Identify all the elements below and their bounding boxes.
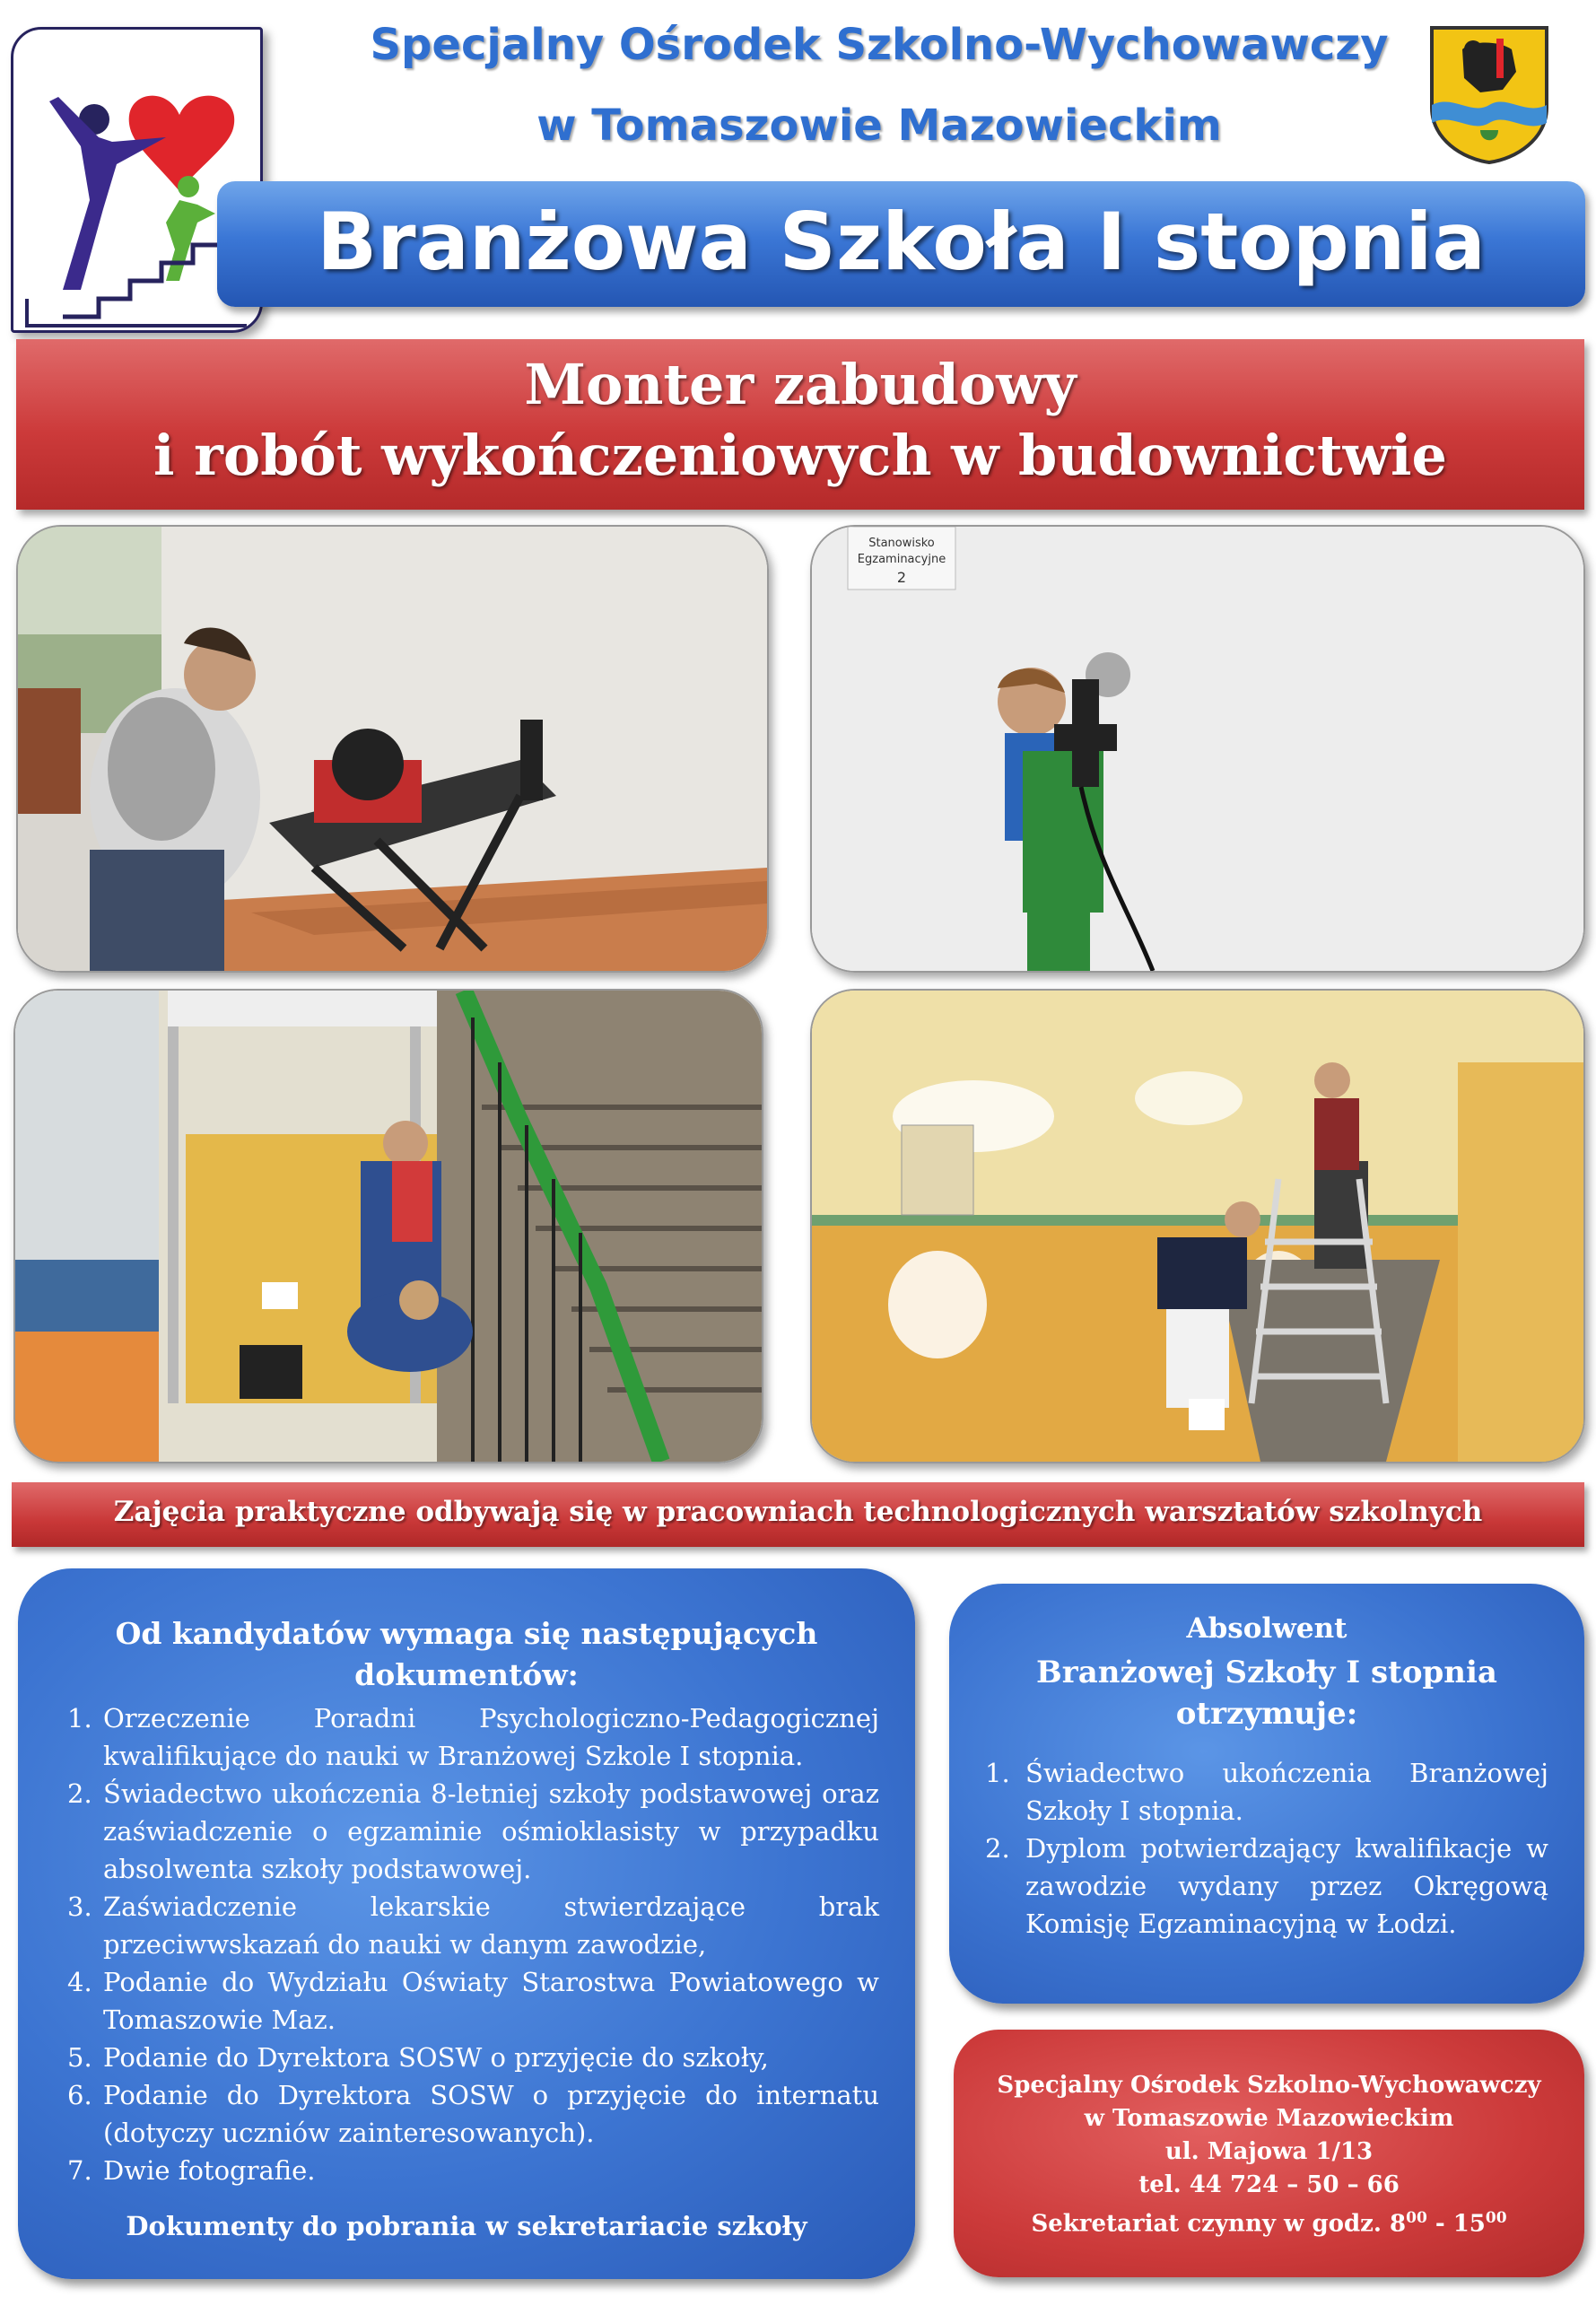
list-item-number: 1. [985,1758,1010,1788]
documents-list [67,1699,879,2189]
list-item [67,2152,879,2189]
list-item [67,1963,879,2039]
list-item-text: Świadectwo ukończenia Branżowej Szkoły I stopnia. [1025,1758,1548,1826]
list-item [67,1699,879,1775]
practical-info-banner: Zajęcia praktyczne odbywają się w pracowniach technologicznych warsztatów szkolnych [12,1482,1584,1547]
contact-panel [954,2030,1584,2277]
documents-heading: Od kandydatów wymaga się następujących dokumentów: [115,1616,818,1692]
graduate-heading1: Absolwent [1186,1612,1347,1645]
list-item [985,1830,1548,1943]
coat-of-arms-icon [1426,22,1552,166]
school-name-line1: Specjalny Ośrodek Szkolno-Wychowawczy [370,20,1389,70]
hours-mid: - 15 [1426,2210,1486,2238]
profession-line2: i robót wykończeniowych w budownictwie [153,423,1447,488]
list-item [67,1775,879,1888]
list-item [67,2076,879,2152]
page-title: Branżowa Szkoła I stopnia [317,196,1486,288]
graduate-panel [949,1584,1584,2004]
contact-line1: Specjalny Ośrodek Szkolno-Wychowawczy [997,2072,1541,2099]
list-item-number: 7. [67,2155,92,2186]
sign-number: 2 [896,569,907,586]
list-item-text: Zaświadczenie lekarskie stwierdzające brak przeciwwskazań do nauki w danym zawodzie, [103,1891,879,1960]
hours-to-sup: 00 [1485,2209,1507,2227]
school-name-line2: w Tomaszowie Mazowieckim [536,100,1222,151]
list-item [985,1754,1548,1830]
hours-from-sup: 00 [1406,2209,1427,2227]
photo-corridor-painting [810,989,1585,1463]
list-item [67,1888,879,1963]
graduate-list [985,1754,1548,1943]
contact-address: ul. Majowa 1/13 [1164,2138,1374,2165]
list-item-text: Podanie do Wydziału Oświaty Starostwa Powiatowego w Tomaszowie Maz. [103,1967,879,2035]
sign-line2: Egzaminacyjne [857,553,946,566]
profession-line1: Monter zabudowy [524,352,1077,417]
list-item [67,2039,879,2076]
contact-line2: w Tomaszowie Mazowieckim [1084,2105,1454,2132]
list-item-text: Orzeczenie Poradni Psychologiczno-Pedagogicznej kwalifikujące do nauki w Branżowej Szkole I stopnia. [103,1703,879,1771]
list-item-number: 2. [67,1778,92,1809]
list-item-number: 6. [67,2080,92,2110]
graduate-heading2: Branżowej Szkoły I stopnia otrzymuje: [1036,1655,1497,1732]
documents-footer: Dokumenty do pobrania w sekretariacie szkoły [126,2211,807,2241]
list-item-text: Podanie do Dyrektora SOSW o przyjęcie do szkoły, [103,2042,769,2073]
contact-hours [954,2202,1584,2241]
photo-tile-cutting [16,525,769,973]
sign-line1: Stanowisko [868,537,935,550]
list-item-text: Dyplom potwierdzający kwalifikacje w zawodzie wydany przez Okręgową Komisję Egzaminacyjną w Łodzi. [1025,1833,1548,1939]
list-item-number: 5. [67,2042,92,2073]
list-item-number: 3. [67,1891,92,1922]
contact-phone: tel. 44 724 – 50 – 66 [1138,2171,1400,2198]
hours-prefix: Sekretariat czynny w godz. 8 [1031,2210,1407,2238]
list-item-text: Świadectwo ukończenia 8-letniej szkoły podstawowej oraz zaświadczenie o egzaminie ośmioklasisty w przypadku absolwenta szkoły podstawowej. [103,1778,879,1884]
list-item-number: 1. [67,1703,92,1734]
list-item-number: 2. [985,1833,1010,1864]
list-item-text: Dwie fotografie. [103,2155,316,2186]
list-item-text: Podanie do Dyrektora SOSW o przyjęcie do internatu (dotyczy uczniów zainteresowanych). [103,2080,879,2148]
photo-wall-sanding [810,525,1585,973]
photo-stairwell-drywall [13,989,763,1463]
list-item-number: 4. [67,1967,92,1997]
documents-panel [18,1568,915,2279]
profession-banner [16,339,1584,510]
